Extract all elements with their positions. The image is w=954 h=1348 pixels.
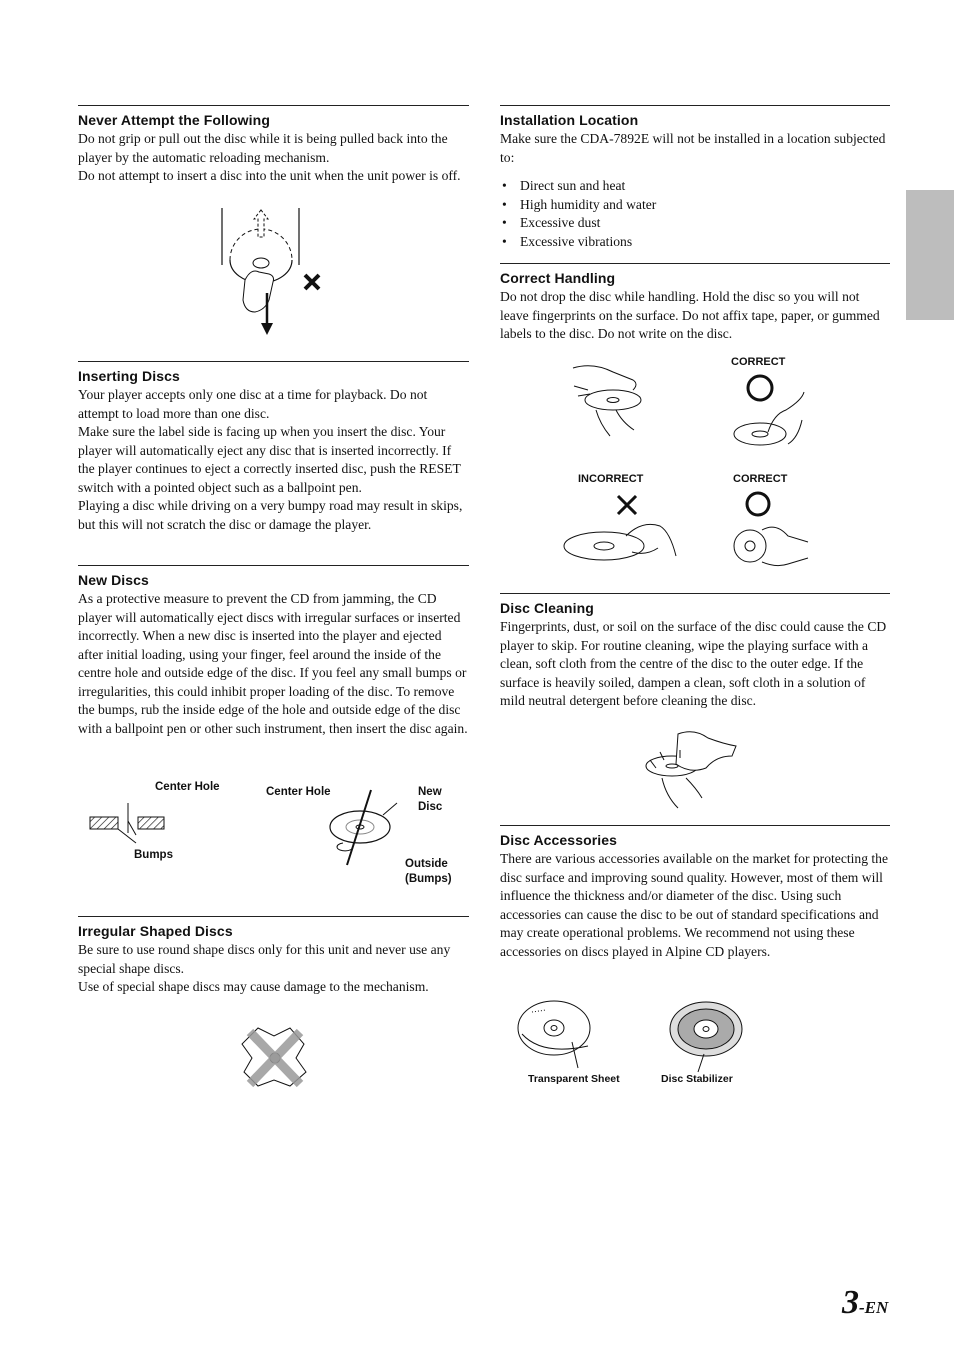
section-title: Never Attempt the Following <box>78 112 270 128</box>
list-item: • Excessive dust <box>500 214 890 233</box>
paragraph: Do not attempt to insert a disc into the unit when the unit power is off. <box>78 168 461 183</box>
section-title: Irregular Shaped Discs <box>78 923 233 939</box>
label-outside-bumps: Outside (Bumps) <box>405 858 452 885</box>
paragraph: Fingerprints, dust, or soil on the surface of the disc could cause the CD player to skip. For routine cleaning, wipe the playing surface with a clean, soft cloth from the centre of the disc to the outer edge. If the surface is heavily soiled, dampen a clean, soft cloth in a solution of mild neutral detergent before cleaning the disc. <box>500 619 887 708</box>
section-correct-handling <box>500 263 890 344</box>
paragraph: Playing a disc while driving on a very bumpy road may result in skips, but this will not scratch the disc or damage the player. <box>78 498 463 532</box>
section-installation-location <box>500 105 890 251</box>
disc-cross-section-illustration <box>88 795 168 855</box>
correct-edge-hold-illustration <box>728 490 812 572</box>
section-title: New Discs <box>78 572 149 588</box>
section-disc-cleaning <box>500 593 890 711</box>
paragraph: Make sure the label side is facing up when you insert the disc. Your player will automatically eject any disc that is inserted incorrectly. If the player continues to eject a correctly inserted disc, push the RESET switch with a pointed object such as a ballpoint pen. <box>78 424 461 495</box>
label-center-hole: Center Hole <box>155 781 220 793</box>
correct-hold-disc-illustration <box>728 372 808 452</box>
section-disc-accessories <box>500 825 890 961</box>
incorrect-hold-disc-illustration <box>560 492 682 572</box>
section-inserting-discs <box>78 361 469 534</box>
disc-pull-illustration <box>215 205 335 340</box>
section-title: Disc Cleaning <box>500 600 594 616</box>
transparent-sheet-illustration <box>516 998 596 1058</box>
new-disc-pen-illustration <box>325 785 405 870</box>
list-item: • High humidity and water <box>500 196 890 215</box>
label-new-disc: New Disc <box>418 786 443 813</box>
list-item: • Direct sun and heat <box>500 177 890 196</box>
paragraph: There are various accessories available on the market for protecting the disc surface and improving sound quality. However, most of them will influence the thickness and/or diameter of the disc. Using such accessories can cause the disc to be out of standard specifications and may create operational problems. We recommend not using these accessories on discs played in Alpine CD players. <box>500 851 888 959</box>
label-center-hole-2: Center Hole <box>266 786 331 798</box>
page-number <box>842 1284 888 1322</box>
paragraph: Do not grip or pull out the disc while it is being pulled back into the player by the automatic reloading mechanism. <box>78 131 448 165</box>
label-bumps: Bumps <box>134 849 173 861</box>
section-never-attempt <box>78 105 469 186</box>
page-number-suffix: -EN <box>859 1298 889 1317</box>
section-title: Inserting Discs <box>78 368 180 384</box>
disc-cleaning-illustration <box>642 728 740 810</box>
section-title: Installation Location <box>500 112 639 128</box>
label-transparent-sheet: Transparent Sheet <box>528 1073 620 1085</box>
bullet-list <box>500 177 890 251</box>
page-number-digit: 3 <box>842 1284 859 1321</box>
hand-holding-disc-illustration <box>568 360 658 440</box>
label-correct-2: CORRECT <box>733 473 788 485</box>
irregular-disc-illustration <box>238 1022 312 1092</box>
label-disc-stabilizer: Disc Stabilizer <box>661 1073 733 1085</box>
label-incorrect: INCORRECT <box>578 473 644 485</box>
paragraph: Make sure the CDA-7892E will not be installed in a location subjected to: <box>500 131 886 165</box>
section-title: Correct Handling <box>500 270 616 286</box>
section-irregular-discs <box>78 916 469 997</box>
label-correct: CORRECT <box>731 356 786 368</box>
section-title: Disc Accessories <box>500 832 618 848</box>
paragraph: As a protective measure to prevent the CD from jamming, the CD player will automatically eject discs with irregular surfaces or inserted incorrectly. When a new disc is inserted into the player and ejected after initial loading, using your finger, feel around the inside of the centre hole and outside edge of the disc. If you feel any small bumps or irregularities, this could inhibit proper loading of the disc. To remove the bumps, rub the inside edge of the hole and outside edge of the disc with a ballpoint pen or other such instrument, then insert the disc again. <box>78 591 468 736</box>
paragraph: Your player accepts only one disc at a time for playback. Do not attempt to load more than one disc. <box>78 387 428 421</box>
section-tab-marker <box>906 190 954 320</box>
paragraph: Be sure to use round shape discs only for this unit and never use any special shape discs. <box>78 942 451 976</box>
paragraph: Use of special shape discs may cause damage to the mechanism. <box>78 979 429 994</box>
list-item: • Excessive vibrations <box>500 233 890 252</box>
section-new-discs <box>78 565 469 738</box>
disc-stabilizer-illustration <box>668 1000 746 1060</box>
paragraph: Do not drop the disc while handling. Hold the disc so you will not leave fingerprints on the surface. Do not affix tape, paper, or gummed labels to the disc. Do not write on the disc. <box>500 289 880 341</box>
